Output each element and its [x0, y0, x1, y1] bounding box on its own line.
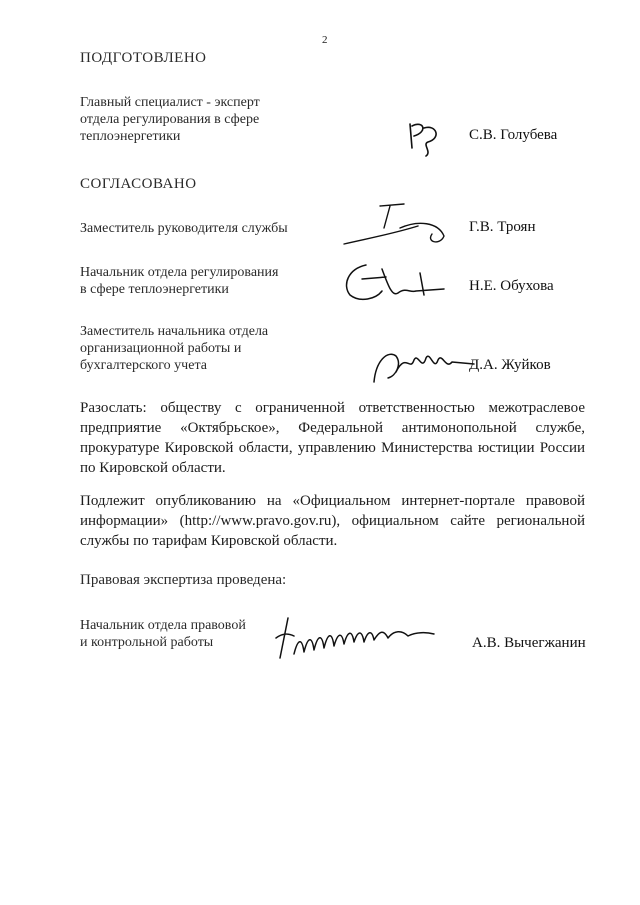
distribution-list: Разослать: обществу с ограниченной ответственностью межотраслевое предприятие «Октябрьское», Федеральной антимонопольной службе, прокуратуре Кировской области, управлению Министерства юстиции России по Кировской области. — [80, 400, 585, 476]
troyan-name: Г.В. Троян — [469, 219, 536, 235]
obukhova-name: Н.Е. Обухова — [469, 278, 554, 294]
agreed-heading: СОГЛАСОВАНО — [80, 176, 197, 192]
deputy-head-role: Заместитель руководителя службы — [80, 221, 288, 236]
page-number: 2 — [322, 34, 328, 46]
signature-vychegzhanin — [270, 614, 440, 662]
publication-notice: Подлежит опубликованию на «Официальном интернет-портале правовой информации» (http://www.pravo.gov.ru), официальном сайте региональной службы по тарифам Кировской области. — [80, 493, 585, 549]
prepared-role: Главный специалист - эксперт отдела регулирования в сфере теплоэнергетики — [80, 95, 260, 144]
vychegzhanin-name: А.В. Вычегжанин — [472, 635, 586, 651]
signature-golubeva — [402, 118, 448, 158]
signature-obukhova — [336, 255, 448, 307]
zhuikov-name: Д.А. Жуйков — [469, 357, 551, 373]
prepared-name: С.В. Голубева — [469, 127, 558, 143]
accounting-deputy-role: Заместитель начальника отдела организационной работы и бухгалтерского учета — [80, 324, 269, 373]
signature-troyan — [340, 198, 452, 250]
signature-zhuikov — [366, 342, 478, 386]
heating-dept-head-role: Начальник отдела регулирования в сфере теплоэнергетики — [80, 265, 279, 297]
legal-review-statement: Правовая экспертиза проведена: — [80, 572, 287, 588]
prepared-heading: ПОДГОТОВЛЕНО — [80, 50, 207, 66]
legal-dept-head-role: Начальник отдела правовой и контрольной работы — [80, 618, 246, 650]
